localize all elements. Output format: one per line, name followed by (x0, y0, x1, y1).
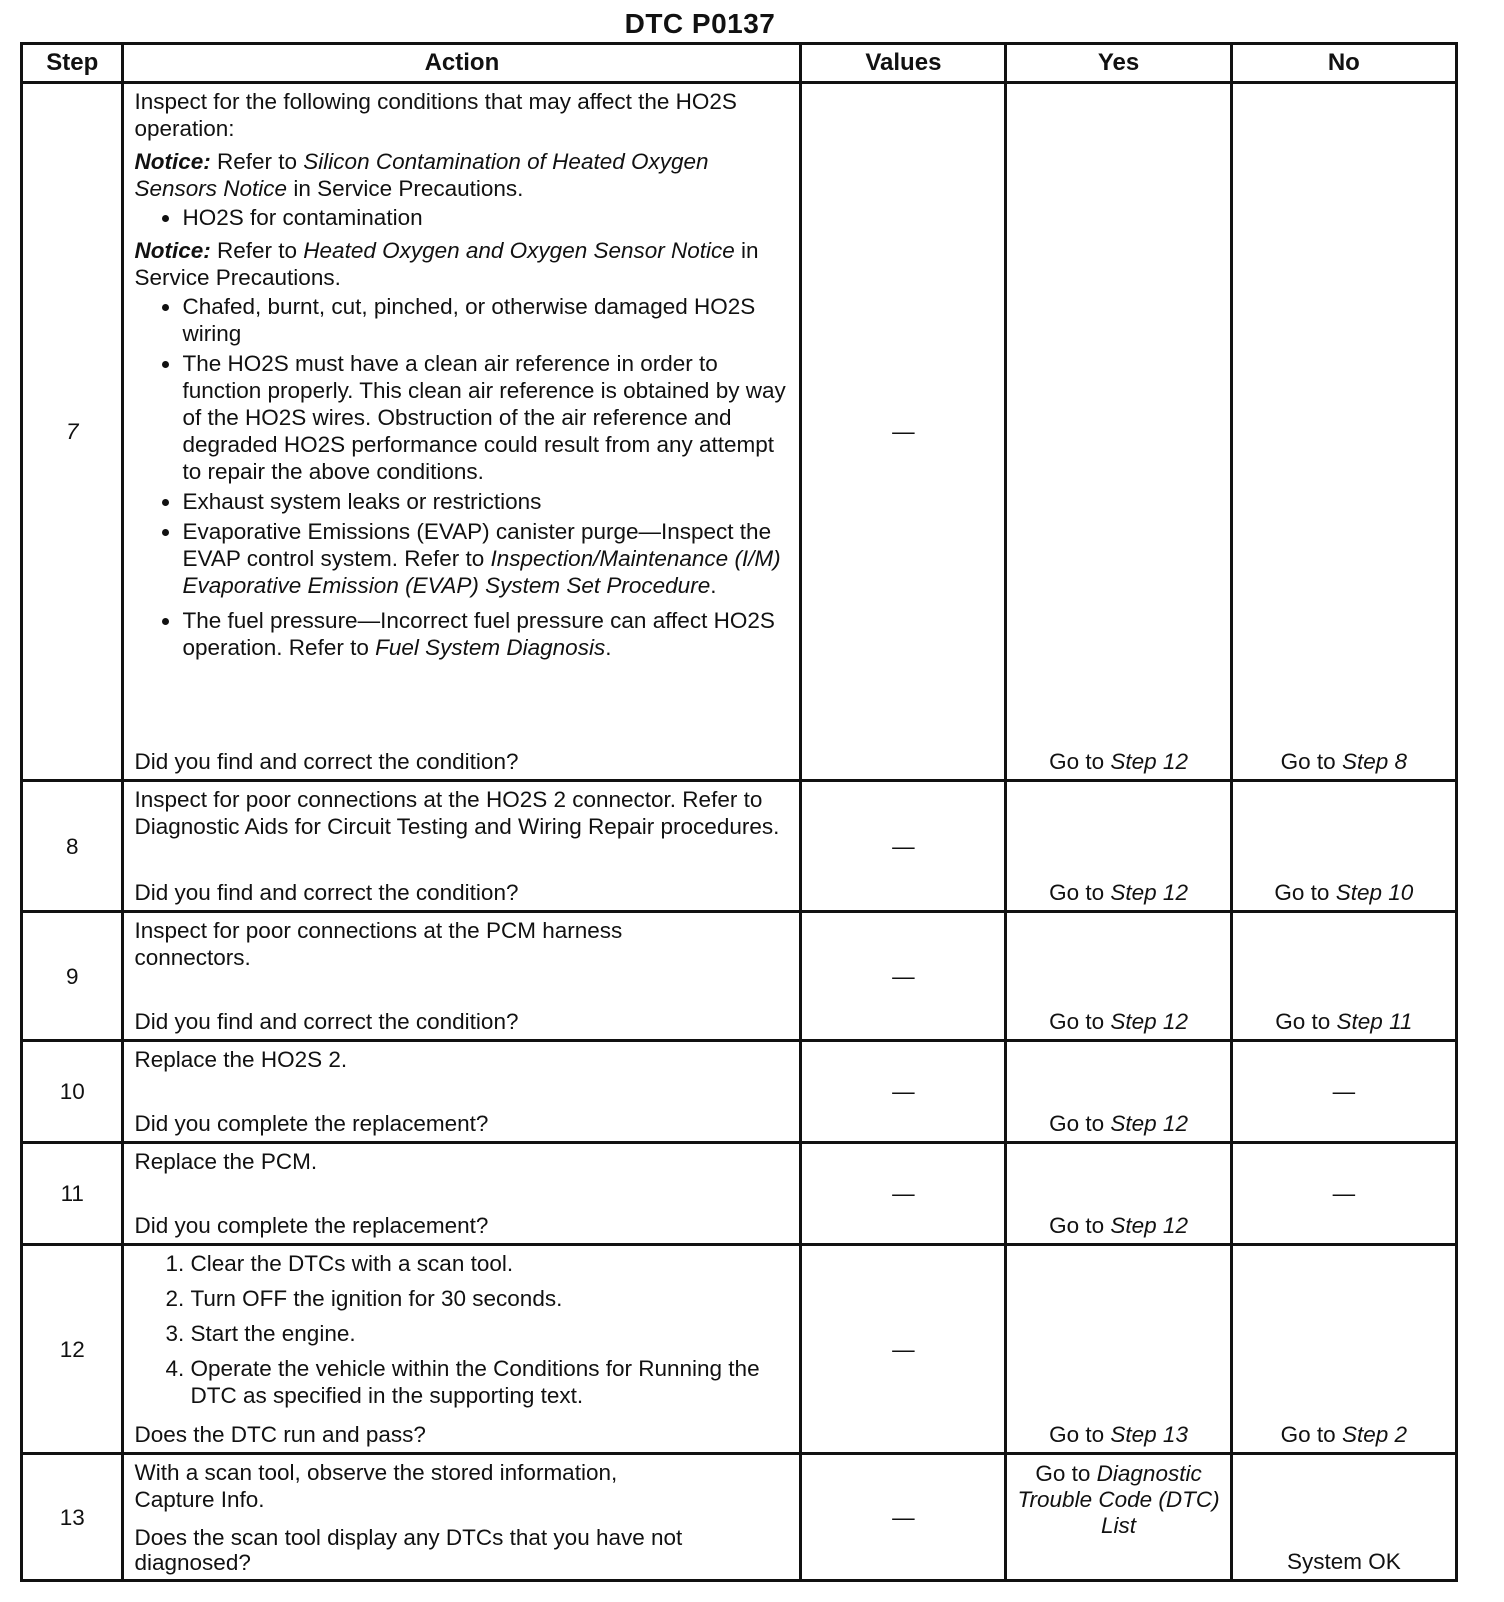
notice-reference: Silicon Contamination of Heated Oxygen Sensors Notice (134, 149, 709, 201)
notice-label: Notice: (134, 238, 211, 263)
list-item (182, 607, 791, 661)
yes-cell (1006, 912, 1231, 1041)
action-body (134, 88, 791, 664)
notice-text: in Service Precautions. (134, 238, 759, 290)
goto-text: Go to (1049, 1111, 1111, 1136)
no-cell (1231, 912, 1456, 1041)
no-cell: System OK (1231, 1454, 1456, 1581)
action-cell (123, 781, 801, 912)
list-item: 1. Clear the DTCs with a scan tool. (190, 1250, 791, 1277)
step-link[interactable]: Step 8 (1341, 749, 1408, 774)
values-cell: — (801, 1143, 1006, 1245)
action-cell (123, 83, 801, 781)
action-question: Did you complete the replacement? (134, 1213, 489, 1238)
notice-text: Refer to (210, 149, 304, 174)
notice-paragraph (134, 148, 791, 202)
step-link[interactable]: Step 12 (1110, 1111, 1188, 1136)
procedure-reference: Fuel System Diagnosis (375, 635, 606, 660)
page-title: DTC P0137 (624, 8, 776, 39)
goto-text: Go to (1035, 1461, 1097, 1486)
no-cell: — (1231, 1041, 1456, 1143)
notice-text: in Service Precautions. (287, 176, 524, 201)
list-item: 4. Operate the vehicle within the Conditions for Running the DTC as specified in the supporting text. (190, 1355, 791, 1409)
notice-paragraph (134, 237, 791, 291)
values-cell: — (801, 781, 1006, 912)
action-cell (123, 1041, 801, 1143)
list-item: • The HO2S must have a clean air reference in order to function properly. This clean air reference is obtained by way of the HO2S wires. Obstruction of the air reference and degraded HO2S performance could result from any attempt to repair the above conditions. (182, 350, 791, 485)
yes-cell (1006, 1245, 1231, 1454)
goto-text: Go to (1049, 880, 1111, 905)
action-cell (123, 1245, 801, 1454)
header-no: No (1231, 44, 1456, 83)
goto-text: Go to (1280, 1422, 1342, 1447)
values-cell: — (801, 1041, 1006, 1143)
list-item (182, 518, 791, 599)
numbered-list (134, 1250, 791, 1409)
list-item: • Chafed, burnt, cut, pinched, or otherwise damaged HO2S wiring (182, 293, 791, 347)
table-row-step-9 (22, 912, 1457, 1041)
header-yes: Yes (1006, 44, 1231, 83)
goto-text: Go to (1049, 1009, 1111, 1034)
no-cell (1231, 83, 1456, 781)
action-question: Did you find and correct the condition? (134, 749, 519, 774)
action-text: Inspect for poor connections at the PCM harness connectors. (134, 918, 623, 970)
notice-text: Refer to (210, 238, 304, 263)
values-cell: — (801, 1454, 1006, 1581)
table-row-step-10 (22, 1041, 1457, 1143)
list-item: 3. Start the engine. (190, 1320, 791, 1347)
step-number: 11 (22, 1143, 123, 1245)
values-cell: — (801, 912, 1006, 1041)
list-item-text: The fuel pressure—Incorrect fuel pressure can affect HO2S operation. Refer to (182, 608, 775, 660)
step-number: 8 (22, 781, 123, 912)
goto-text: Go to (1275, 1009, 1337, 1034)
list-item-text: . (710, 573, 717, 598)
list-item: 2. Turn OFF the ignition for 30 seconds. (190, 1285, 791, 1312)
goto-text: Go to (1049, 1213, 1111, 1238)
step-number: 7 (22, 83, 123, 781)
step-number: 13 (22, 1454, 123, 1581)
action-question: Does the scan tool display any DTCs that you have not diagnosed? (134, 1525, 683, 1575)
action-text: Replace the PCM. (134, 1149, 318, 1174)
yes-cell (1006, 1041, 1231, 1143)
yes-cell (1006, 1454, 1231, 1581)
step-link[interactable]: Step 10 (1335, 880, 1414, 905)
table-header-row (22, 44, 1457, 83)
action-cell (123, 1454, 801, 1581)
values-cell: — (801, 1245, 1006, 1454)
action-question: Did you find and correct the condition? (134, 880, 519, 905)
step-link[interactable]: Step 12 (1110, 1009, 1188, 1034)
step-number: 12 (22, 1245, 123, 1454)
header-step: Step (22, 44, 123, 83)
goto-text: Go to (1049, 749, 1111, 774)
action-text: Replace the HO2S 2. (134, 1047, 348, 1072)
goto-text: Go to (1049, 1422, 1111, 1447)
values-cell: — (801, 83, 1006, 781)
header-values: Values (801, 44, 1006, 83)
action-cell (123, 912, 801, 1041)
no-cell (1231, 1245, 1456, 1454)
step-link[interactable]: Step 11 (1336, 1009, 1413, 1034)
bullet-list (134, 204, 791, 231)
action-cell (123, 1143, 801, 1245)
action-question: Does the DTC run and pass? (134, 1422, 426, 1447)
table-row-step-11 (22, 1143, 1457, 1245)
header-action: Action (123, 44, 801, 83)
no-cell (1231, 781, 1456, 912)
table-row-step-12 (22, 1245, 1457, 1454)
notice-reference: Heated Oxygen and Oxygen Sensor Notice (303, 238, 735, 263)
yes-cell (1006, 1143, 1231, 1245)
goto-text: Go to (1280, 749, 1342, 774)
step-number: 9 (22, 912, 123, 1041)
step-number: 10 (22, 1041, 123, 1143)
diagnostic-table (20, 42, 1458, 1582)
diagnostic-reference-link[interactable]: Diagnostic Trouble Code (DTC) List (1017, 1461, 1220, 1538)
action-question: Did you complete the replacement? (134, 1111, 489, 1136)
action-text: With a scan tool, observe the stored information, Capture Info. (134, 1460, 618, 1512)
no-cell: — (1231, 1143, 1456, 1245)
list-item: • Exhaust system leaks or restrictions (182, 488, 791, 515)
step-link[interactable]: Step 12 (1110, 880, 1188, 905)
goto-text: Go to (1274, 880, 1336, 905)
table-row-step-8 (22, 781, 1457, 912)
step-link[interactable]: Step 2 (1341, 1422, 1408, 1447)
list-item-text: Evaporative Emissions (EVAP) canister purge—Inspect the EVAP control system. Refer to (182, 519, 772, 571)
list-item-text: . (605, 635, 612, 660)
yes-cell (1006, 781, 1231, 912)
procedure-reference: Inspection/Maintenance (I/M) Evaporative Emission (EVAP) System Set Procedure (182, 546, 781, 598)
yes-cell (1006, 83, 1231, 781)
table-row-step-7 (22, 83, 1457, 781)
notice-label: Notice: (134, 149, 211, 174)
action-question: Did you find and correct the condition? (134, 1009, 519, 1034)
bullet-list (134, 293, 791, 661)
action-intro: Inspect for the following conditions that may affect the HO2S operation: (134, 89, 737, 141)
step-link[interactable]: Step 13 (1110, 1422, 1188, 1447)
table-row-step-13 (22, 1454, 1457, 1581)
step-link[interactable]: Step 12 (1110, 1213, 1188, 1238)
action-text: Inspect for poor connections at the HO2S 2 connector. Refer to Diagnostic Aids for Circuit Testing and Wiring Repair procedures. (134, 787, 780, 839)
step-link[interactable]: Step 12 (1110, 749, 1188, 774)
list-item: • HO2S for contamination (182, 204, 791, 231)
